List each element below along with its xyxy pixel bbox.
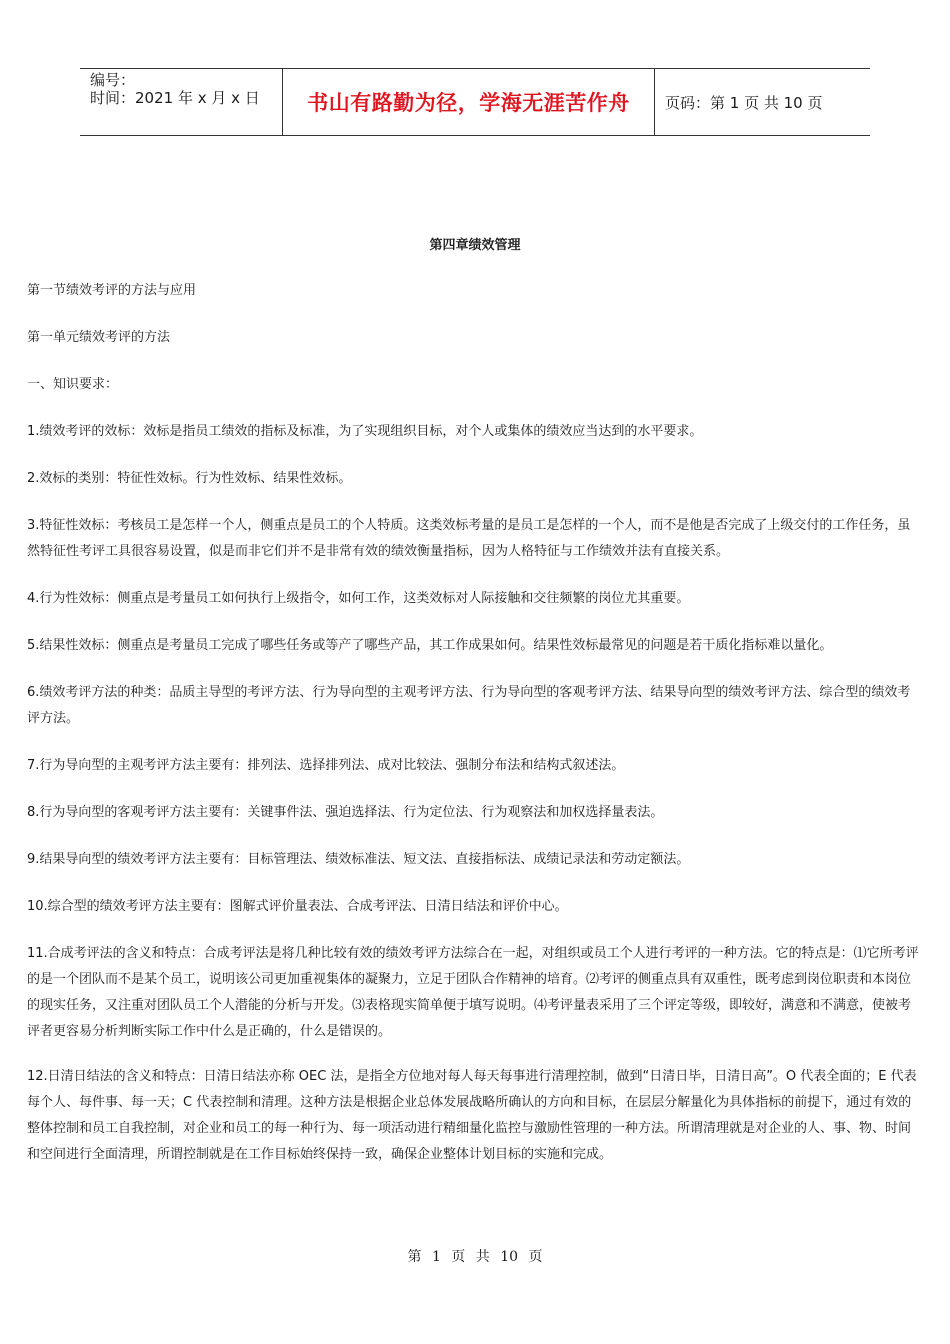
unit-heading: 第一单元绩效考评的方法 xyxy=(27,330,171,345)
number-label: 编号： xyxy=(90,71,136,89)
paragraph-6: 6.绩效考评方法的种类：品质主导型的考评方法、行为导向型的主观考评方法、行为导向型的客观考评方法、结果导向型的绩效考评方法、综合型的绩效考评方法。 xyxy=(27,685,911,726)
time-label: 时间：2021 年 x 月 x 日 xyxy=(90,89,260,107)
chapter-title: 第四章绩效管理 xyxy=(429,238,521,253)
header-left-cell xyxy=(80,69,283,135)
paragraph-4: 4.行为性效标：侧重点是考量员工如何执行上级指令，如何工作，这类效标对人际接触和交往频繁的岗位尤其重要。 xyxy=(27,591,690,606)
paragraph-11: 11.合成考评法的含义和特点：合成考评法是将几种比较有效的绩效考评方法综合在一起，对组织或员工个人进行考评的一种方法。它的特点是：⑴它所考评的是一个团队而不是某个员工，说明该公司更加重视集体的凝聚力，立足于团队合作精神的培育。⑵考评的侧重点具有双重性，既考虑到岗位职责和本岗位的现实任务，又注重对团队员工个人潜能的分析与开发。⑶表格现实简单便于填写说明。⑷考评量表采用了三个评定等级，即较好，满意和不满意，使被考评者更容易分析判断实际工作中什么是正确的，什么是错误的。 xyxy=(27,946,919,1039)
paragraph-9: 9.结果导向型的绩效考评方法主要有：目标管理法、绩效标准法、短文法、直接指标法、成绩记录法和劳动定额法。 xyxy=(27,852,690,867)
header-table xyxy=(80,68,870,136)
paragraph-10: 10.综合型的绩效考评方法主要有：图解式评价量表法、合成考评法、日清日结法和评价中心。 xyxy=(27,899,568,914)
header-motto: 书山有路勤为径，学海无涯苦作舟 xyxy=(283,69,655,135)
paragraph-1: 1.绩效考评的效标：效标是指员工绩效的指标及标准，为了实现组织目标，对个人或集体的绩效应当达到的水平要求。 xyxy=(27,424,703,439)
paragraph-2: 2.效标的类别：特征性效标。行为性效标、结果性效标。 xyxy=(27,471,352,486)
paragraph-7: 7.行为导向型的主观考评方法主要有：排列法、选择排列法、成对比较法、强制分布法和结构式叙述法。 xyxy=(27,758,625,773)
header-page-info: 页码：第 1 页 共 10 页 xyxy=(665,93,823,112)
paragraph-3: 3.特征性效标：考核员工是怎样一个人，侧重点是员工的个人特质。这类效标考量的是员工是怎样的一个人，而不是他是否完成了上级交付的工作任务，虽然特征性考评工具很容易设置，似是而非它们并不是非常有效的绩效衡量指标，因为人格特征与工作绩效并法有直接关系。 xyxy=(27,518,911,559)
paragraph-12: 12.日清日结法的含义和特点：日清日结法亦称 OEC 法，是指全方位地对每人每天每事进行清理控制，做到“日清日毕，日清日高”。O 代表全面的；E 代表每个人、每件事、每一天；C 代表控制和清理。这种方法是根据企业总体发展战略所确认的方向和目标，在层层分解量化为具体指标的前提下，通过有效的整体控制和员工自我控制，对企业和员工的每一种行为、每一项活动进行精细量化监控与激励性管理的一种方法。所谓清理就是对企业的人、事、物、时间和空间进行全面清理，所谓控制就是在工作目标始终保持一致，确保企业整体计划目标的实施和完成。 xyxy=(27,1069,917,1162)
part-heading: 一、知识要求： xyxy=(27,377,119,392)
paragraph-8: 8.行为导向型的客观考评方法主要有：关键事件法、强迫选择法、行为定位法、行为观察法和加权选择量表法。 xyxy=(27,805,664,820)
paragraph-5: 5.结果性效标：侧重点是考量员工完成了哪些任务或等产了哪些产品，其工作成果如何。结果性效标最常见的问题是若干质化指标难以量化。 xyxy=(27,638,833,653)
section-heading: 第一节绩效考评的方法与应用 xyxy=(27,283,197,298)
page-footer: 第 1 页 共 10 页 xyxy=(407,1249,543,1265)
